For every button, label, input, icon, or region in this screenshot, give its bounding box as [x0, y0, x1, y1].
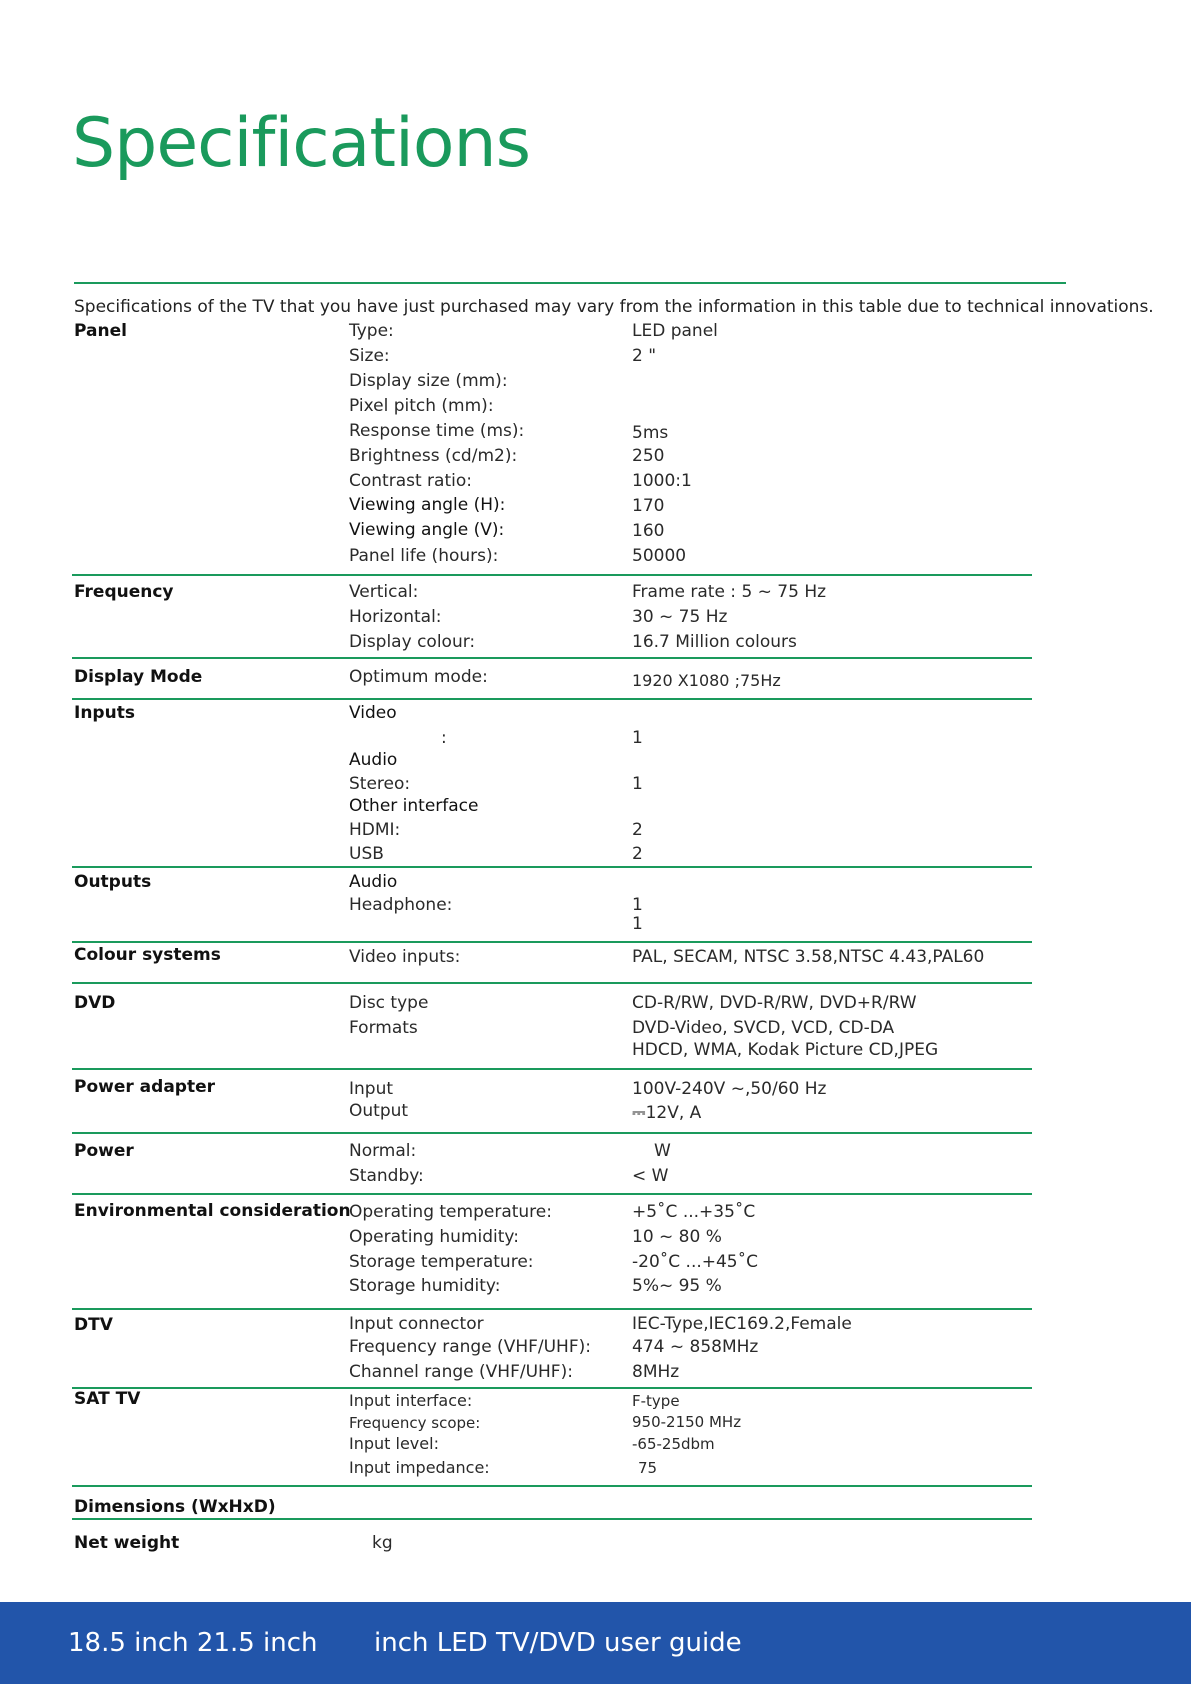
section-title-sat-tv: SAT TV	[74, 1389, 141, 1409]
spec-label: Frequency scope:	[349, 1414, 481, 1432]
spec-label: Display size (mm):	[349, 371, 508, 391]
spec-value: 75	[638, 1459, 658, 1477]
section-title-outputs: Outputs	[74, 872, 152, 892]
spec-value: 30 ~ 75 Hz	[632, 607, 728, 627]
spec-label: Input level:	[349, 1434, 439, 1453]
spec-value: 950-2150 MHz	[632, 1413, 742, 1431]
spec-label: Video inputs:	[349, 947, 461, 967]
spec-value: < W	[632, 1166, 669, 1186]
section-divider	[72, 941, 1032, 943]
section-divider	[72, 657, 1032, 659]
spec-value: W	[654, 1141, 671, 1161]
section-divider	[72, 982, 1032, 984]
intro-text: Specifications of the TV that you have just purchased may vary from the information in this table due to technical innovations.	[74, 297, 1154, 317]
spec-label: Optimum mode:	[349, 667, 488, 687]
spec-value: 1000:1	[632, 471, 692, 491]
spec-sublabel: Audio	[349, 750, 398, 770]
spec-label: Horizontal:	[349, 607, 442, 627]
section-divider	[72, 1193, 1032, 1195]
spec-label: Input impedance:	[349, 1458, 490, 1477]
spec-label: :	[441, 728, 447, 748]
spec-label: USB	[349, 844, 384, 864]
spec-value: 5ms	[632, 423, 669, 443]
spec-value: PAL, SECAM, NTSC 3.58,NTSC 4.43,PAL60	[632, 947, 985, 967]
spec-value: 16.7 Million colours	[632, 632, 797, 652]
spec-value: 10 ~ 80 %	[632, 1227, 722, 1247]
spec-label: Stereo:	[349, 774, 411, 794]
section-divider	[72, 698, 1032, 700]
section-divider	[72, 574, 1032, 576]
section-divider	[72, 1518, 1032, 1520]
section-title-dtv: DTV	[74, 1315, 113, 1335]
footer-guide-title: inch LED TV/DVD user guide	[374, 1628, 742, 1658]
spec-value: 1	[632, 914, 643, 934]
spec-value: LED panel	[632, 321, 718, 341]
section-title-environmental: Environmental consideration	[74, 1201, 351, 1221]
section-divider	[72, 866, 1032, 868]
section-divider	[72, 1485, 1032, 1487]
spec-value: HDCD, WMA, Kodak Picture CD,JPEG	[632, 1040, 939, 1060]
section-title-panel: Panel	[74, 321, 127, 341]
spec-label: Frequency range (VHF/UHF):	[349, 1337, 591, 1357]
spec-label: Panel life (hours):	[349, 546, 499, 566]
section-title-power: Power	[74, 1141, 134, 1161]
spec-sublabel: Other interface	[349, 796, 479, 816]
spec-label: Brightness (cd/m2):	[349, 446, 518, 466]
section-divider	[72, 1068, 1032, 1070]
spec-value: ⎓12V, A	[632, 1103, 702, 1123]
spec-value: DVD-Video, SVCD, VCD, CD-DA	[632, 1018, 895, 1038]
spec-label: Output	[349, 1101, 409, 1121]
spec-label: Input connector	[349, 1314, 484, 1334]
spec-value: -20˚C ...+45˚C	[632, 1252, 758, 1272]
spec-label: Input	[349, 1079, 394, 1099]
spec-label: Size:	[349, 346, 390, 366]
spec-label: Storage humidity:	[349, 1276, 501, 1296]
spec-value: 1	[632, 774, 643, 794]
spec-label: Disc type	[349, 993, 429, 1013]
spec-label: Storage temperature:	[349, 1252, 534, 1272]
spec-value: IEC-Type,IEC169.2,Female	[632, 1314, 852, 1334]
spec-value: 474 ~ 858MHz	[632, 1337, 759, 1357]
spec-value: 5%~ 95 %	[632, 1276, 722, 1296]
section-title-inputs: Inputs	[74, 703, 135, 723]
spec-label: Channel range (VHF/UHF):	[349, 1362, 573, 1382]
spec-label: Input interface:	[349, 1391, 473, 1410]
spec-value: kg	[372, 1533, 393, 1553]
spec-value: 2	[632, 844, 643, 864]
spec-value: 50000	[632, 546, 687, 566]
spec-label: Display colour:	[349, 632, 476, 652]
section-divider	[72, 1308, 1032, 1310]
spec-label: Normal:	[349, 1141, 417, 1161]
spec-value: 2	[632, 820, 643, 840]
section-title-colour-systems: Colour systems	[74, 945, 221, 965]
spec-label: Operating temperature:	[349, 1202, 552, 1222]
spec-value: 160	[632, 521, 665, 541]
spec-label: Type:	[349, 321, 394, 341]
section-title-net-weight: Net weight	[74, 1533, 180, 1553]
spec-label: Viewing angle (V):	[349, 520, 505, 540]
page-title: Specifications	[72, 104, 531, 183]
spec-value: 250	[632, 446, 665, 466]
section-title-dvd: DVD	[74, 993, 116, 1013]
spec-value: 8MHz	[632, 1362, 680, 1382]
spec-label: Vertical:	[349, 582, 419, 602]
spec-value: 1	[632, 728, 643, 748]
spec-value: 100V-240V ~,50/60 Hz	[632, 1079, 827, 1099]
spec-value: -65-25dbm	[632, 1435, 715, 1453]
spec-value: CD-R/RW, DVD-R/RW, DVD+R/RW	[632, 993, 917, 1013]
spec-value: Frame rate : 5 ~ 75 Hz	[632, 582, 827, 602]
spec-label: Response time (ms):	[349, 421, 525, 441]
spec-value: 1	[632, 895, 643, 915]
spec-label: Headphone:	[349, 895, 453, 915]
spec-label: HDMI:	[349, 820, 401, 840]
spec-value: 2 "	[632, 346, 657, 366]
section-divider	[72, 1387, 1032, 1389]
section-title-power-adapter: Power adapter	[74, 1077, 215, 1097]
footer-bar	[0, 1602, 1191, 1684]
spec-label: Viewing angle (H):	[349, 495, 506, 515]
spec-label: Formats	[349, 1018, 418, 1038]
spec-label: Pixel pitch (mm):	[349, 396, 494, 416]
spec-label: Operating humidity:	[349, 1227, 519, 1247]
spec-value: 1920 X1080 ;75Hz	[632, 671, 781, 690]
spec-value: +5˚C ...+35˚C	[632, 1202, 756, 1222]
footer-model-sizes: 18.5 inch 21.5 inch	[68, 1628, 318, 1658]
spec-value: 170	[632, 496, 665, 516]
spec-label: Contrast ratio:	[349, 471, 472, 491]
spec-value: F-type	[632, 1392, 680, 1410]
section-title-frequency: Frequency	[74, 582, 174, 602]
section-title-display-mode: Display Mode	[74, 667, 203, 687]
spec-sublabel: Audio	[349, 872, 398, 892]
spec-label: Standby:	[349, 1166, 424, 1186]
section-divider	[72, 1132, 1032, 1134]
spec-sublabel: Video	[349, 703, 397, 723]
section-title-dimensions: Dimensions (WxHxD)	[74, 1497, 276, 1517]
